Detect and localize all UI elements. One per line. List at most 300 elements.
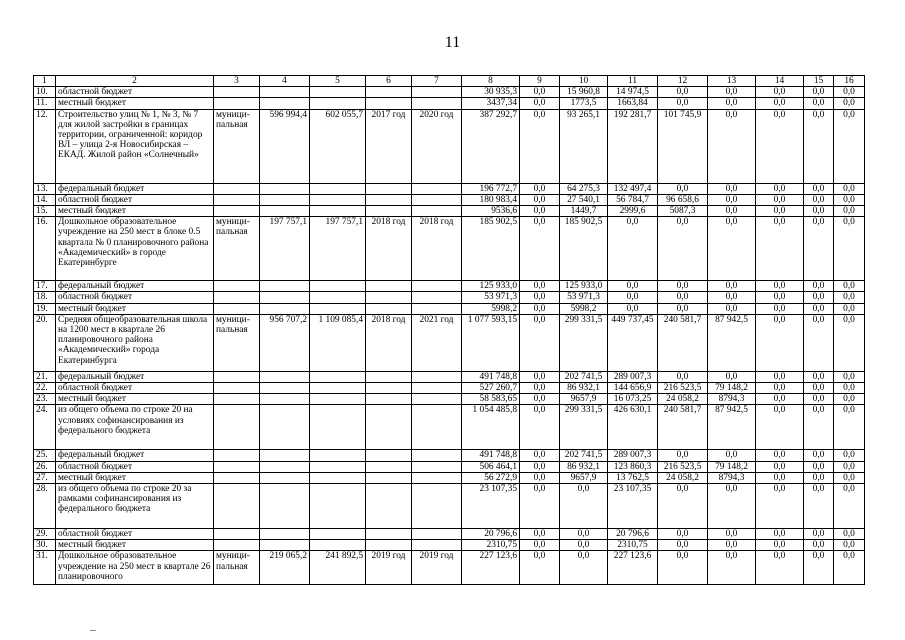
year-cell: 2018 год xyxy=(412,217,462,281)
value-cell: 202 741,5 xyxy=(560,371,608,382)
item-name: федеральный бюджет xyxy=(56,183,214,194)
value-cell: 0,0 xyxy=(756,303,804,314)
value-cell: 53 971,3 xyxy=(462,292,520,303)
column-header: 10 xyxy=(560,76,608,87)
value-cell: 96 658,6 xyxy=(658,194,708,205)
ownership-cell xyxy=(214,281,260,292)
value-cell: 426 630,1 xyxy=(608,405,658,450)
value-cell xyxy=(310,450,366,461)
value-cell: 0,0 xyxy=(834,472,865,483)
value-cell: 9536,6 xyxy=(462,206,520,217)
row-number: 31. xyxy=(34,551,56,585)
value-cell: 0,0 xyxy=(834,194,865,205)
value-cell: 1 109 085,4 xyxy=(310,314,366,371)
value-cell: 8794,3 xyxy=(708,472,756,483)
value-cell: 0,0 xyxy=(804,529,834,540)
item-name: областной бюджет xyxy=(56,87,214,98)
year-cell: 2018 год xyxy=(366,314,412,371)
value-cell xyxy=(310,98,366,109)
item-name: Средняя общеобразовательная школа на 1200 мест в квартале 26 планировочного района «Академический» города Екатеринбурга xyxy=(56,314,214,371)
item-name: областной бюджет xyxy=(56,292,214,303)
table-row xyxy=(34,484,865,529)
value-cell xyxy=(310,183,366,194)
value-cell: 87 942,5 xyxy=(708,405,756,450)
value-cell: 0,0 xyxy=(608,303,658,314)
ownership-cell xyxy=(214,194,260,205)
ownership-cell xyxy=(214,484,260,529)
value-cell: 0,0 xyxy=(708,450,756,461)
value-cell: 0,0 xyxy=(834,98,865,109)
ownership-cell xyxy=(214,206,260,217)
item-name: из общего объема по строке 20 на условиях софинансирования из федерального бюджета xyxy=(56,405,214,450)
value-cell: 86 932,1 xyxy=(560,461,608,472)
value-cell: 527 260,7 xyxy=(462,383,520,394)
value-cell: 0,0 xyxy=(708,529,756,540)
value-cell: 8794,3 xyxy=(708,394,756,405)
value-cell: 0,0 xyxy=(708,87,756,98)
value-cell: 1 077 593,15 xyxy=(462,314,520,371)
row-number: 26. xyxy=(34,461,56,472)
value-cell: 0,0 xyxy=(804,281,834,292)
item-name: местный бюджет xyxy=(56,206,214,217)
value-cell: 79 148,2 xyxy=(708,383,756,394)
value-cell xyxy=(310,281,366,292)
table-row xyxy=(34,371,865,382)
value-cell: 0,0 xyxy=(834,383,865,394)
value-cell xyxy=(260,87,310,98)
value-cell: 0,0 xyxy=(804,484,834,529)
value-cell: 0,0 xyxy=(520,109,560,183)
table-row xyxy=(34,383,865,394)
value-cell: 23 107,35 xyxy=(608,484,658,529)
value-cell: 0,0 xyxy=(520,371,560,382)
item-name: из общего объема по строке 20 за рамками софинансирования из федерального бюджета xyxy=(56,484,214,529)
value-cell: 0,0 xyxy=(708,281,756,292)
value-cell xyxy=(310,383,366,394)
value-cell: 0,0 xyxy=(756,394,804,405)
item-name: местный бюджет xyxy=(56,472,214,483)
item-name: местный бюджет xyxy=(56,394,214,405)
value-cell: 15 960,8 xyxy=(560,87,608,98)
value-cell: 5998,2 xyxy=(560,303,608,314)
value-cell xyxy=(310,292,366,303)
row-number: 19. xyxy=(34,303,56,314)
value-cell: 0,0 xyxy=(834,183,865,194)
table-row xyxy=(34,394,865,405)
table-row xyxy=(34,109,865,183)
value-cell: 0,0 xyxy=(804,109,834,183)
value-cell: 9657,9 xyxy=(560,394,608,405)
value-cell: 0,0 xyxy=(608,281,658,292)
year-cell: 2020 год xyxy=(412,109,462,183)
value-cell: 0,0 xyxy=(834,484,865,529)
row-number: 21. xyxy=(34,371,56,382)
value-cell xyxy=(260,292,310,303)
row-number: 17. xyxy=(34,281,56,292)
value-cell: 0,0 xyxy=(520,529,560,540)
column-header: 8 xyxy=(462,76,520,87)
value-cell: 227 123,6 xyxy=(462,551,520,585)
value-cell: 0,0 xyxy=(804,472,834,483)
year-cell xyxy=(412,405,462,450)
item-name: областной бюджет xyxy=(56,383,214,394)
value-cell: 0,0 xyxy=(520,314,560,371)
value-cell: 0,0 xyxy=(708,183,756,194)
value-cell xyxy=(260,484,310,529)
column-header: 6 xyxy=(366,76,412,87)
value-cell xyxy=(260,472,310,483)
column-header: 7 xyxy=(412,76,462,87)
value-cell: 185 902,5 xyxy=(560,217,608,281)
item-name: федеральный бюджет xyxy=(56,450,214,461)
value-cell: 0,0 xyxy=(520,194,560,205)
year-cell: 2019 год xyxy=(412,551,462,585)
value-cell: 56 272,9 xyxy=(462,472,520,483)
value-cell: 0,0 xyxy=(804,183,834,194)
ownership-cell xyxy=(214,405,260,450)
column-header: 13 xyxy=(708,76,756,87)
value-cell: 0,0 xyxy=(756,98,804,109)
row-number: 24. xyxy=(34,405,56,450)
value-cell xyxy=(260,529,310,540)
table-row xyxy=(34,194,865,205)
ownership-cell: муници-пальная xyxy=(214,217,260,281)
value-cell: 20 796,6 xyxy=(462,529,520,540)
year-cell xyxy=(366,87,412,98)
value-cell xyxy=(310,206,366,217)
value-cell: 180 983,4 xyxy=(462,194,520,205)
column-header: 11 xyxy=(608,76,658,87)
value-cell: 0,0 xyxy=(756,405,804,450)
item-name: областной бюджет xyxy=(56,194,214,205)
value-cell: 289 007,3 xyxy=(608,450,658,461)
value-cell: 132 497,4 xyxy=(608,183,658,194)
value-cell: 289 007,3 xyxy=(608,371,658,382)
item-name: местный бюджет xyxy=(56,303,214,314)
value-cell: 185 902,5 xyxy=(462,217,520,281)
value-cell: 0,0 xyxy=(520,540,560,551)
value-cell xyxy=(260,281,310,292)
value-cell: 20 796,6 xyxy=(608,529,658,540)
value-cell: 0,0 xyxy=(804,303,834,314)
value-cell: 1 054 485,8 xyxy=(462,405,520,450)
value-cell: 1773,5 xyxy=(560,98,608,109)
value-cell: 0,0 xyxy=(520,206,560,217)
value-cell: 192 281,7 xyxy=(608,109,658,183)
value-cell: 197 757,1 xyxy=(260,217,310,281)
row-number: 11. xyxy=(34,98,56,109)
value-cell: 227 123,6 xyxy=(608,551,658,585)
year-cell xyxy=(366,194,412,205)
value-cell xyxy=(260,194,310,205)
ownership-cell xyxy=(214,292,260,303)
value-cell: 0,0 xyxy=(658,529,708,540)
value-cell: 0,0 xyxy=(708,551,756,585)
row-number: 23. xyxy=(34,394,56,405)
value-cell: 0,0 xyxy=(520,281,560,292)
value-cell: 1663,84 xyxy=(608,98,658,109)
value-cell: 0,0 xyxy=(804,217,834,281)
value-cell: 0,0 xyxy=(520,461,560,472)
value-cell: 30 935,3 xyxy=(462,87,520,98)
value-cell: 0,0 xyxy=(804,383,834,394)
table-row xyxy=(34,183,865,194)
year-cell xyxy=(412,98,462,109)
year-cell: 2018 год xyxy=(366,217,412,281)
scan-mark xyxy=(90,630,96,631)
value-cell: 2999,6 xyxy=(608,206,658,217)
table-row xyxy=(34,217,865,281)
value-cell: 0,0 xyxy=(834,529,865,540)
ownership-cell xyxy=(214,529,260,540)
value-cell: 0,0 xyxy=(520,472,560,483)
value-cell: 0,0 xyxy=(756,87,804,98)
value-cell: 0,0 xyxy=(520,292,560,303)
row-number: 30. xyxy=(34,540,56,551)
year-cell xyxy=(412,461,462,472)
value-cell: 24 058,2 xyxy=(658,394,708,405)
ownership-cell xyxy=(214,303,260,314)
value-cell: 0,0 xyxy=(834,281,865,292)
value-cell: 9657,9 xyxy=(560,472,608,483)
value-cell xyxy=(310,87,366,98)
value-cell xyxy=(260,371,310,382)
value-cell: 123 860,3 xyxy=(608,461,658,472)
value-cell: 387 292,7 xyxy=(462,109,520,183)
value-cell xyxy=(260,383,310,394)
value-cell: 0,0 xyxy=(804,551,834,585)
row-number: 29. xyxy=(34,529,56,540)
value-cell: 0,0 xyxy=(834,461,865,472)
year-cell xyxy=(366,303,412,314)
year-cell: 2017 год xyxy=(366,109,412,183)
value-cell: 202 741,5 xyxy=(560,450,608,461)
value-cell: 0,0 xyxy=(756,450,804,461)
year-cell xyxy=(412,87,462,98)
row-number: 12. xyxy=(34,109,56,183)
item-name: областной бюджет xyxy=(56,461,214,472)
row-number: 27. xyxy=(34,472,56,483)
ownership-cell: муници-пальная xyxy=(214,109,260,183)
item-name: Строительство улиц № 1, № 3, № 7 для жилой застройки в границах территории, ограниченной: коридор ВЛ – улица 2-я Новосибирская – ЕКАД. Жилой район «Солнечный» xyxy=(56,109,214,183)
value-cell: 0,0 xyxy=(804,394,834,405)
ownership-cell: муници-пальная xyxy=(214,314,260,371)
ownership-cell xyxy=(214,394,260,405)
year-cell xyxy=(412,450,462,461)
value-cell: 0,0 xyxy=(520,383,560,394)
value-cell: 241 892,5 xyxy=(310,551,366,585)
value-cell: 0,0 xyxy=(520,551,560,585)
value-cell xyxy=(310,394,366,405)
value-cell: 0,0 xyxy=(834,371,865,382)
table-row xyxy=(34,314,865,371)
year-cell xyxy=(366,383,412,394)
table-row xyxy=(34,281,865,292)
column-header: 12 xyxy=(658,76,708,87)
ownership-cell xyxy=(214,461,260,472)
value-cell: 0,0 xyxy=(658,217,708,281)
year-cell xyxy=(412,529,462,540)
value-cell: 0,0 xyxy=(520,183,560,194)
value-cell xyxy=(260,394,310,405)
value-cell: 956 707,2 xyxy=(260,314,310,371)
value-cell: 0,0 xyxy=(658,371,708,382)
value-cell: 2310,75 xyxy=(608,540,658,551)
table-row xyxy=(34,292,865,303)
year-cell xyxy=(366,98,412,109)
item-name: федеральный бюджет xyxy=(56,371,214,382)
value-cell: 299 331,5 xyxy=(560,314,608,371)
value-cell: 0,0 xyxy=(560,529,608,540)
table-row xyxy=(34,540,865,551)
value-cell xyxy=(310,484,366,529)
year-cell xyxy=(412,281,462,292)
value-cell: 93 265,1 xyxy=(560,109,608,183)
value-cell xyxy=(260,461,310,472)
value-cell: 0,0 xyxy=(658,183,708,194)
item-name: федеральный бюджет xyxy=(56,281,214,292)
year-cell xyxy=(366,405,412,450)
value-cell: 0,0 xyxy=(608,292,658,303)
value-cell: 449 737,45 xyxy=(608,314,658,371)
value-cell: 0,0 xyxy=(520,394,560,405)
value-cell: 23 107,35 xyxy=(462,484,520,529)
year-cell xyxy=(366,394,412,405)
value-cell: 0,0 xyxy=(756,194,804,205)
table-row xyxy=(34,98,865,109)
value-cell: 5998,2 xyxy=(462,303,520,314)
value-cell: 125 933,0 xyxy=(462,281,520,292)
column-header: 14 xyxy=(756,76,804,87)
value-cell: 0,0 xyxy=(658,87,708,98)
value-cell: 125 933,0 xyxy=(560,281,608,292)
value-cell: 0,0 xyxy=(834,217,865,281)
row-number: 25. xyxy=(34,450,56,461)
page-number: 11 xyxy=(444,34,461,51)
column-header: 1 xyxy=(34,76,56,87)
year-cell xyxy=(366,292,412,303)
table-row xyxy=(34,303,865,314)
value-cell: 299 331,5 xyxy=(560,405,608,450)
table-row xyxy=(34,551,865,585)
value-cell: 216 523,5 xyxy=(658,383,708,394)
value-cell: 5087,3 xyxy=(658,206,708,217)
value-cell: 0,0 xyxy=(804,206,834,217)
year-cell xyxy=(412,206,462,217)
value-cell: 0,0 xyxy=(708,217,756,281)
item-name: Дошкольное образовательное учреждение на 250 мест в блоке 0.5 квартала № 0 планировочного района «Академический» в городе Екатеринбурге xyxy=(56,217,214,281)
year-cell xyxy=(366,484,412,529)
row-number: 18. xyxy=(34,292,56,303)
value-cell: 27 540,1 xyxy=(560,194,608,205)
value-cell: 0,0 xyxy=(756,461,804,472)
item-name: местный бюджет xyxy=(56,98,214,109)
value-cell: 0,0 xyxy=(756,217,804,281)
value-cell: 602 055,7 xyxy=(310,109,366,183)
value-cell: 596 994,4 xyxy=(260,109,310,183)
value-cell xyxy=(260,303,310,314)
year-cell xyxy=(366,183,412,194)
value-cell: 56 784,7 xyxy=(608,194,658,205)
table-row xyxy=(34,450,865,461)
value-cell: 58 583,65 xyxy=(462,394,520,405)
table-row xyxy=(34,461,865,472)
value-cell: 0,0 xyxy=(658,292,708,303)
value-cell: 0,0 xyxy=(520,405,560,450)
column-header: 15 xyxy=(804,76,834,87)
value-cell: 24 058,2 xyxy=(658,472,708,483)
ownership-cell xyxy=(214,472,260,483)
value-cell: 0,0 xyxy=(658,98,708,109)
year-cell xyxy=(412,383,462,394)
value-cell: 53 971,3 xyxy=(560,292,608,303)
value-cell xyxy=(310,371,366,382)
value-cell xyxy=(310,461,366,472)
value-cell: 0,0 xyxy=(756,551,804,585)
value-cell: 14 974,5 xyxy=(608,87,658,98)
item-name: местный бюджет xyxy=(56,540,214,551)
ownership-cell xyxy=(214,87,260,98)
value-cell: 216 523,5 xyxy=(658,461,708,472)
value-cell: 0,0 xyxy=(834,292,865,303)
ownership-cell xyxy=(214,183,260,194)
value-cell: 3437,34 xyxy=(462,98,520,109)
year-cell xyxy=(412,371,462,382)
value-cell: 0,0 xyxy=(756,529,804,540)
value-cell: 2310,75 xyxy=(462,540,520,551)
value-cell: 0,0 xyxy=(756,383,804,394)
value-cell xyxy=(310,529,366,540)
value-cell: 0,0 xyxy=(834,551,865,585)
value-cell: 0,0 xyxy=(756,206,804,217)
value-cell: 219 065,2 xyxy=(260,551,310,585)
value-cell: 0,0 xyxy=(520,217,560,281)
value-cell: 0,0 xyxy=(804,371,834,382)
value-cell: 0,0 xyxy=(804,314,834,371)
year-cell xyxy=(412,303,462,314)
year-cell xyxy=(412,394,462,405)
value-cell: 0,0 xyxy=(834,405,865,450)
year-cell xyxy=(412,540,462,551)
year-cell xyxy=(366,540,412,551)
value-cell: 0,0 xyxy=(804,461,834,472)
value-cell: 0,0 xyxy=(658,551,708,585)
year-cell xyxy=(366,371,412,382)
year-cell: 2021 год xyxy=(412,314,462,371)
value-cell: 491 748,8 xyxy=(462,450,520,461)
value-cell: 86 932,1 xyxy=(560,383,608,394)
value-cell: 0,0 xyxy=(834,394,865,405)
value-cell: 0,0 xyxy=(834,109,865,183)
value-cell: 1449,7 xyxy=(560,206,608,217)
value-cell: 0,0 xyxy=(658,484,708,529)
value-cell: 0,0 xyxy=(804,405,834,450)
value-cell: 0,0 xyxy=(834,206,865,217)
value-cell: 0,0 xyxy=(804,450,834,461)
value-cell: 196 772,7 xyxy=(462,183,520,194)
column-header: 3 xyxy=(214,76,260,87)
value-cell: 0,0 xyxy=(708,98,756,109)
row-number: 14. xyxy=(34,194,56,205)
value-cell: 0,0 xyxy=(756,109,804,183)
ownership-cell xyxy=(214,540,260,551)
year-cell xyxy=(366,281,412,292)
value-cell xyxy=(310,540,366,551)
value-cell: 0,0 xyxy=(708,303,756,314)
year-cell xyxy=(366,472,412,483)
value-cell: 0,0 xyxy=(520,450,560,461)
column-header: 5 xyxy=(310,76,366,87)
